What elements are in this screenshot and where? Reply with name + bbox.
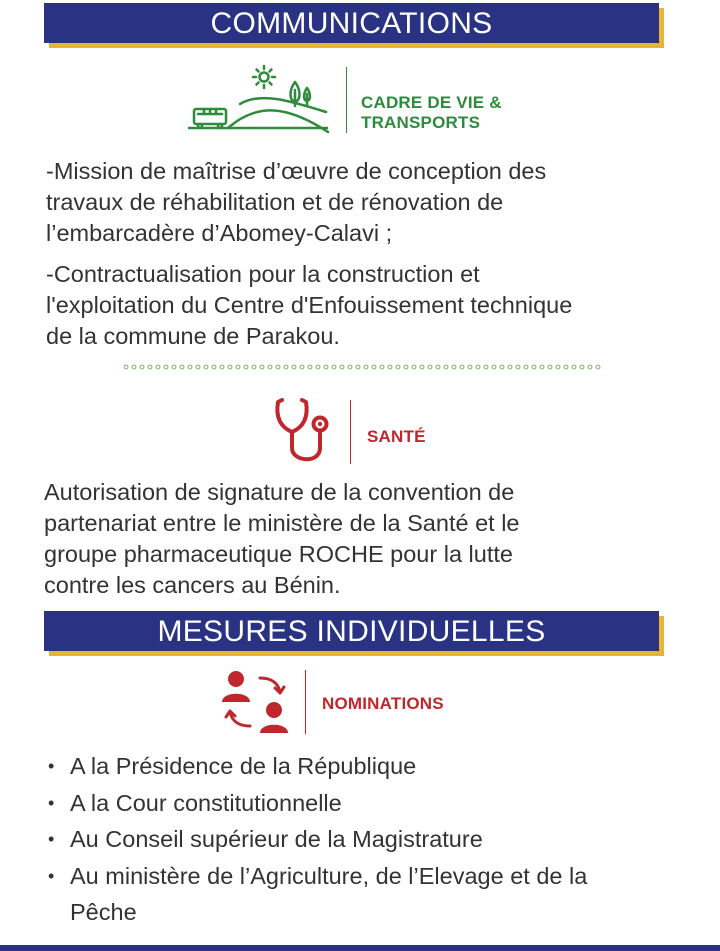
list-item: • A la Cour constitutionnelle [48, 789, 342, 816]
paragraph-parakou: -Contractualisation pour la construction et l'exploitation du Centre d'Enfouissement technique de la commune de Parakou. [46, 261, 573, 349]
stethoscope-icon [272, 396, 334, 470]
list-item: • Au ministère de l’Agriculture, de l’Elevage et de la Pêche [48, 862, 588, 925]
people-exchange-icon [218, 666, 294, 738]
category-label-sante: SANTÉ [367, 427, 426, 446]
list-item: • A la Présidence de la République [48, 753, 417, 779]
list-item: • Au Conseil supérieur de la Magistrature [48, 826, 483, 852]
section-banner-mesures: MESURES INDIVIDUELLES [44, 611, 659, 651]
category-label-cadre: CADRE DE VIE & TRANSPORTS [361, 93, 502, 132]
landscape-bus-icon [188, 62, 330, 134]
category-label-nominations: NOMINATIONS [322, 694, 444, 713]
section-banner-communications: COMMUNICATIONS [44, 3, 659, 43]
dotted-separator [122, 362, 602, 372]
divider-line [305, 670, 306, 734]
paragraph-embarcadere: -Mission de maîtrise d’œuvre de conception des travaux de réhabilitation et de rénovation de l’embarcadère d’Abomey-Calavi ; [46, 158, 547, 246]
divider-line [350, 400, 351, 464]
bottom-bar [0, 945, 720, 951]
divider-line [346, 67, 347, 133]
nominations-list [46, 748, 700, 931]
paragraph-roche: Autorisation de signature de la convention de partenariat entre le ministère de la Santé et le groupe pharmaceutique ROCHE pour la lutte contre les cancers au Bénin. [44, 479, 520, 598]
